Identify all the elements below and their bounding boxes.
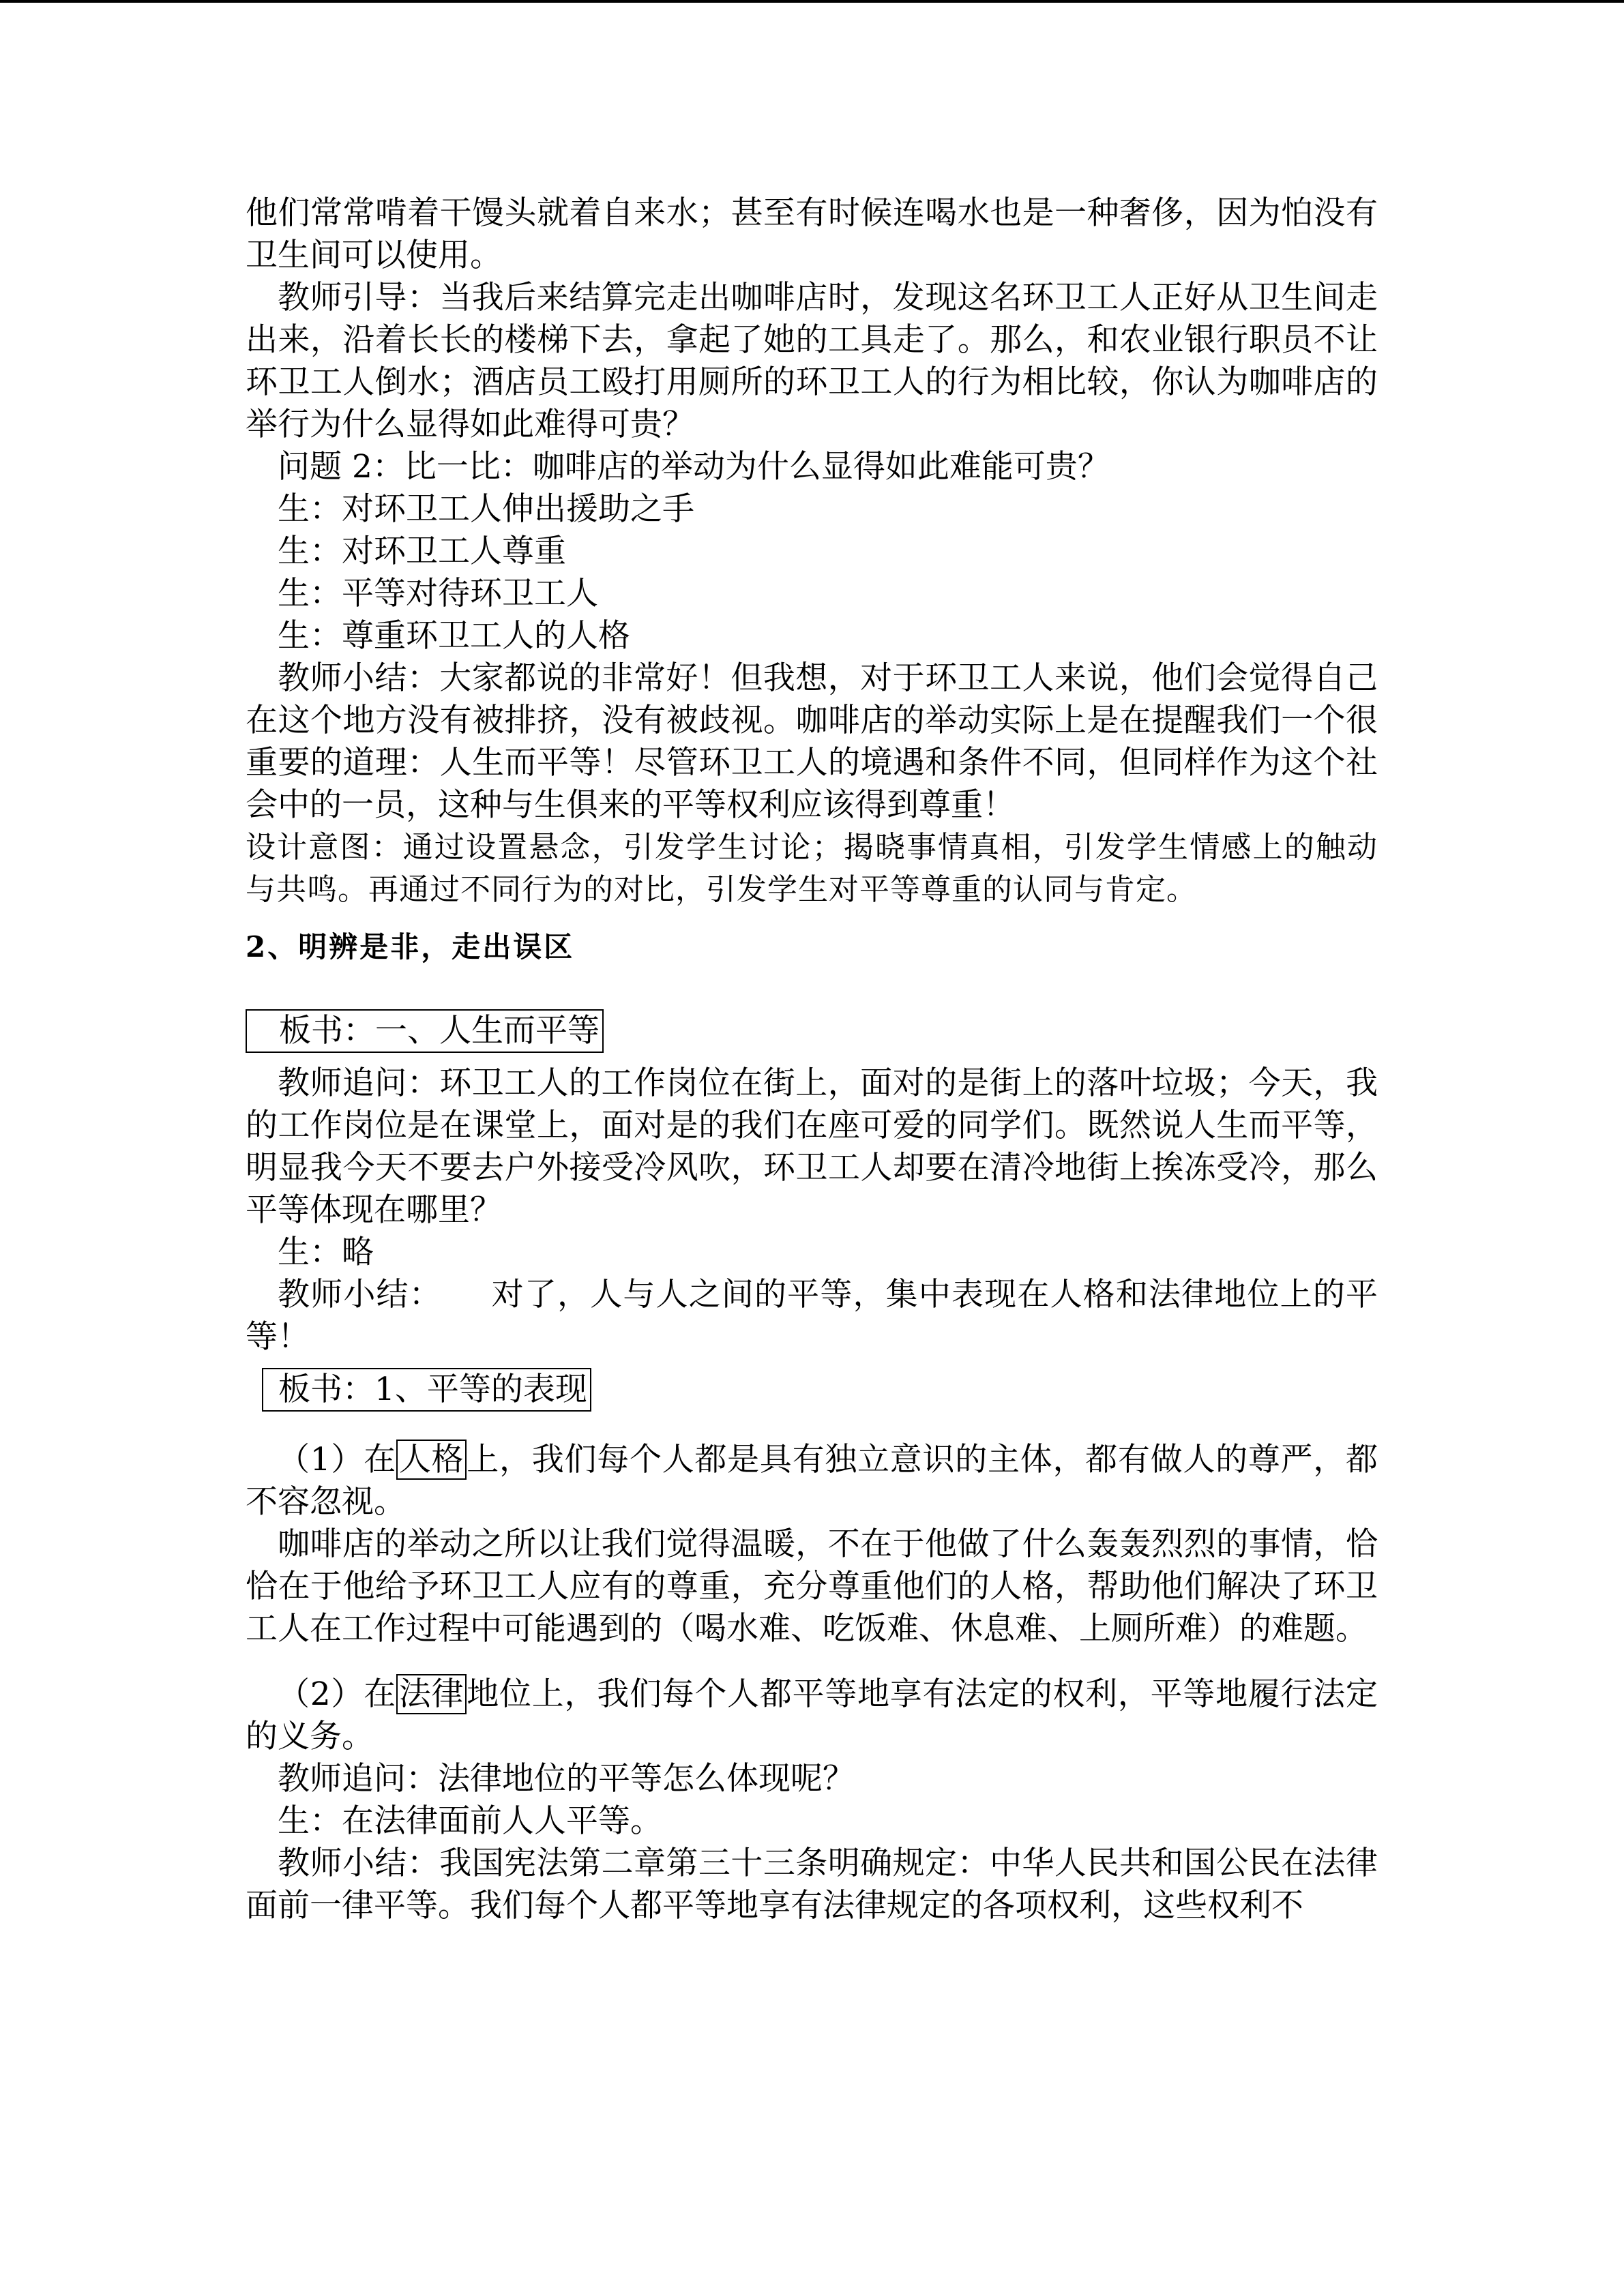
list-item-legal-prefix: （2）在 <box>278 1675 396 1713</box>
blackboard-note-2: 板书：1、平等的表现 <box>262 1368 591 1412</box>
student-answer-4: 生：尊重环卫工人的人格 <box>278 617 630 655</box>
paragraph-teacher-followup: 教师追问：环卫工人的工作岗位在街上，面对的是街上的落叶垃圾；今天，我的工作岗位是在课堂上，面对是的我们在座可爱的同学们。既然说人生而平等，明显我今天不要去户外接受冷风吹，环卫工人却要在清冷地街上挨冻受冷，那么平等体现在哪里？ <box>246 1064 1378 1229</box>
paragraph-teacher-summary-2: 教师小结： 对了，人与人之间的平等，集中表现在人格和法律地位上的平等！ <box>246 1276 1378 1356</box>
paragraph-coffee-shop-warmth: 咖啡店的举动之所以让我们觉得温暖，不在于他做了什么轰轰烈烈的事情，恰恰在于他给予环卫工人应有的尊重，充分尊重他们的人格，帮助他们解决了环卫工人在工作过程中可能遇到的（喝水难、吃饭难、休息难、上厕所难）的难题。 <box>246 1525 1378 1648</box>
paragraph-teacher-guide: 教师引导：当我后来结算完走出咖啡店时，发现这名环卫工人正好从卫生间走出来，沿着长长的楼梯下去，拿起了她的工具走了。那么，和农业银行职员不让环卫工人倒水；酒店员工殴打用厕所的环卫工人的行为相比较，你认为咖啡店的举行为什么显得如此难得可贵？ <box>246 279 1378 443</box>
blackboard-note-2-wrap <box>246 1368 1378 1412</box>
list-item-personality <box>246 1439 1378 1523</box>
paragraph-teacher-summary-constitution: 教师小结：我国宪法第二章第三十三条明确规定：中华人民共和国公民在法律面前一律平等。我们每个人都平等地享有法律规定的各项权利，这些权利不 <box>246 1845 1378 1924</box>
student-answer-2: 生：对环卫工人尊重 <box>278 533 566 570</box>
student-answer-law: 生：在法律面前人人平等。 <box>278 1802 662 1840</box>
top-border-line <box>0 0 1624 3</box>
list-item-legal-status <box>246 1673 1378 1758</box>
blackboard-note-1-wrap <box>246 1009 1378 1053</box>
paragraph-question-2: 问题 2：比一比：咖啡店的举动为什么显得如此难能可贵？ <box>278 448 1110 486</box>
student-answer-1: 生：对环卫工人伸出援助之手 <box>278 490 694 528</box>
blackboard-note-1: 板书：一、人生而平等 <box>246 1009 604 1053</box>
list-item-personality-text: 上，我们每个人都是具有独立意识的主体，都有做人的尊严，都不容忽视。 <box>246 1441 1378 1521</box>
student-answer-3: 生：平等对待环卫工人 <box>278 575 598 612</box>
student-answer-brief: 生：略 <box>278 1234 374 1271</box>
paragraph-water-hardship: 他们常常啃着干馒头就着自来水；甚至有时候连喝水也是一种奢侈，因为怕没有卫生间可以使用。 <box>246 194 1378 274</box>
paragraph-teacher-question-law: 教师追问：法律地位的平等怎么体现呢？ <box>278 1760 855 1798</box>
boxed-keyword-law: 法律 <box>396 1674 467 1714</box>
paragraph-design-intent: 设计意图：通过设置悬念，引发学生讨论；揭晓事情真相，引发学生情感上的触动与共鸣。再通过不同行为的对比，引发学生对平等尊重的认同与肯定。 <box>246 830 1378 907</box>
section-heading-2: 2、明辨是非，走出误区 <box>246 930 575 964</box>
list-item-personality-prefix: （1）在 <box>278 1441 396 1478</box>
document-page <box>246 192 1378 1927</box>
paragraph-teacher-summary-1: 教师小结：大家都说的非常好！但我想，对于环卫工人来说，他们会觉得自己在这个地方没有被排挤，没有被歧视。咖啡店的举动实际上是在提醒我们一个很重要的道理：人生而平等！尽管环卫工人的境遇和条件不同，但同样作为这个社会中的一员，这种与生俱来的平等权利应该得到尊重！ <box>246 659 1378 824</box>
list-item-legal-text: 地位上，我们每个人都平等地享有法定的权利，平等地履行法定的义务。 <box>246 1675 1378 1755</box>
boxed-keyword-personality: 人格 <box>396 1440 467 1480</box>
